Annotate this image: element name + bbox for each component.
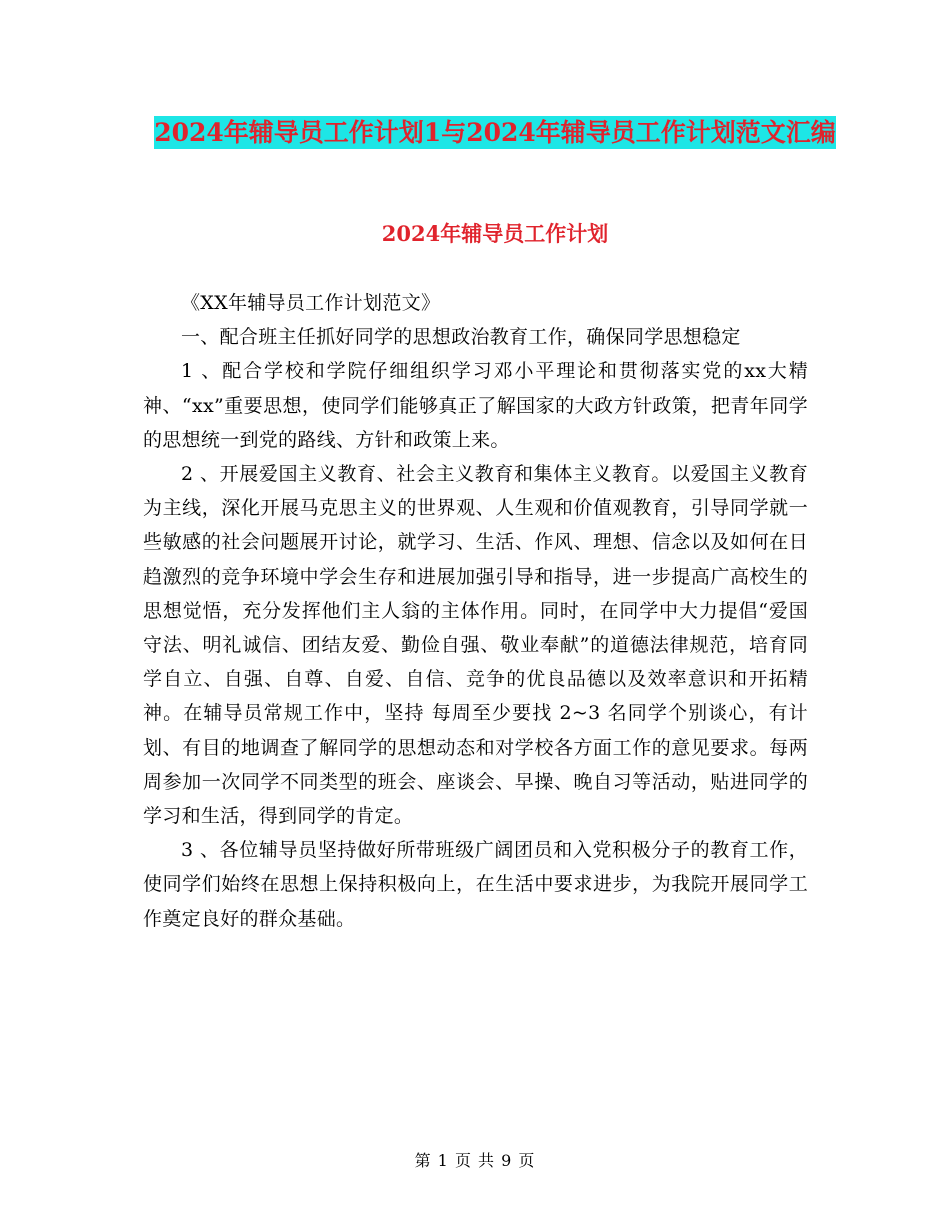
paragraph-section-one: 一、配合班主任抓好同学的思想政治教育工作，确保同学思想稳定 <box>181 326 741 349</box>
paragraph-item-1: 1 、配合学校和学院仔细组织学习邓小平理论和贯彻落实党的xx大精神、“xx”重要思想，使同学们能够真正了解国家的大政方针政策，把青年同学的思想统一到党的路线、方针和政策上来。 <box>143 360 808 451</box>
page-number-footer: 第 1 页 共 9 页 <box>414 1151 536 1170</box>
paragraph-plan-title: 《XX年辅导员工作计划范文》 <box>181 292 441 314</box>
document-body <box>143 286 808 936</box>
main-title-highlight: 2024年辅导员工作计划1与2024年辅导员工作计划范文汇编 <box>154 118 836 147</box>
document-main-title <box>140 108 850 158</box>
paragraph-item-3: 3 、各位辅导员坚持做好所带班级广阔团员和入党积极分子的教育工作，使同学们始终在思想上保持积极向上，在生活中要求进步，为我院开展同学工作奠定良好的群众基础。 <box>143 839 808 930</box>
section-title: 2024年辅导员工作计划 <box>381 221 609 246</box>
paragraph-item-2: 2 、开展爱国主义教育、社会主义教育和集体主义教育。以爱国主义教育为主线，深化开展马克思主义的世界观、人生观和价值观教育，引导同学就一些敏感的社会问题展开讨论，就学习、生活、作风、理想、信念以及如何在日趋激烈的竞争环境中学会生存和进展加强引导和指导，进一步提高广高校生的思想觉悟，充分发挥他们主人翁的主体作用。同时，在同学中大力提倡“爱国守法、明礼诚信、团结友爱、勤俭自强、敬业奉献”的道德法律规范，培育同学自立、自强、自尊、自爱、自信、竞争的优良品德以及效率意识和开拓精神。在辅导员常规工作中，坚持 每周至少要找 2~3 名同学个别谈心，有计划、有目的地调查了解同学的思想动态和对学校各方面工作的意见要求。每两周参加一次同学不同类型的班会、座谈会、早操、晚自习等活动，贴进同学的学习和生活，得到同学的肯定。 <box>143 463 808 828</box>
